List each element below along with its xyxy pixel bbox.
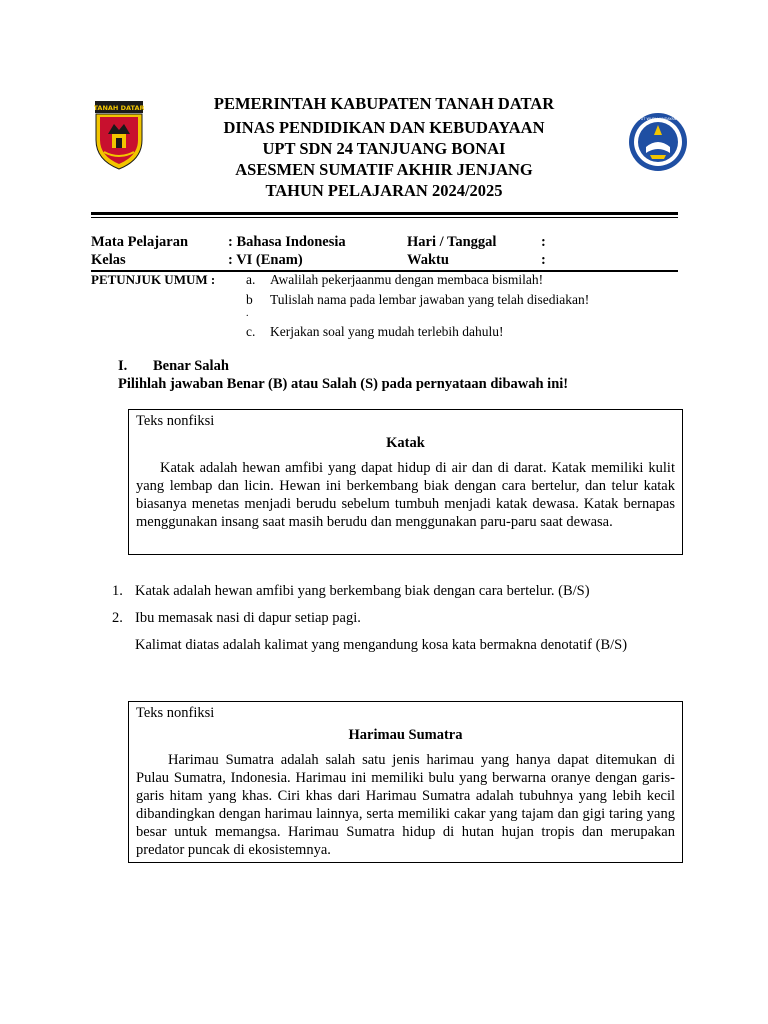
waktu-label: Waktu	[407, 252, 449, 268]
text-box-katak	[128, 409, 683, 555]
petunjuk-marker: a.	[246, 272, 256, 287]
petunjuk-item: Tulislah nama pada lembar jawaban yang telah disediakan!	[270, 292, 590, 307]
question-follow-text: Kalimat diatas adalah kalimat yang mengandung kosa kata bermakna denotatif (B/S)	[135, 637, 628, 653]
header-line-3: UPT SDN 24 TANJUANG BONAI	[262, 139, 506, 158]
question-number: 1.	[112, 583, 123, 599]
hari-label: Hari / Tanggal	[407, 234, 497, 250]
petunjuk-marker: c.	[246, 324, 256, 339]
hari-value: :	[541, 234, 546, 250]
logo-text: TANAH DATAR	[94, 104, 144, 112]
header-divider-thin	[91, 217, 678, 218]
petunjuk-item: Awalilah pekerjaanmu dengan membaca bismilah!	[270, 272, 544, 287]
header-divider	[91, 212, 678, 215]
section-number: I.	[118, 358, 128, 374]
petunjuk-label: PETUNJUK UMUM :	[91, 272, 216, 287]
waktu-value: :	[541, 252, 546, 268]
header-line-4: ASESMEN SUMATIF AKHIR JENJANG	[235, 160, 533, 179]
petunjuk-item: Kerjakan soal yang mudah terlebih dahulu!	[270, 324, 504, 339]
petunjuk-marker: b	[246, 292, 253, 307]
logo-text: TUT WURI HANDAYANI	[638, 117, 678, 121]
text-body: Harimau Sumatra adalah salah satu jenis harimau yang hanya dapat ditemukan di Pulau Sumatra, Indonesia. Harimau ini memiliki bulu yang berwarna oranye dengan garis-garis hitam yang khas. Ciri khas dari Harimau Sumatra adalah tubuhnya yang lebih kecil dibandingkan dengan harimau lainnya, serta memiliki cakar yang tajam dan gigi taring yang besar untuk memangsa. Harimau Sumatra hidup di hutan hujan tropis dan merupakan predator puncak di ekosistemnya.	[136, 752, 675, 858]
question-text: Ibu memasak nasi di dapur setiap pagi.	[135, 610, 361, 626]
text-box-harimau	[128, 701, 683, 863]
text-genre-label: Teks nonfiksi	[136, 413, 215, 429]
kelas-label: Kelas	[91, 252, 126, 268]
mapel-label: Mata Pelajaran	[91, 234, 189, 250]
header-line-2: DINAS PENDIDIKAN DAN KEBUDAYAAN	[223, 118, 545, 137]
question-text: Katak adalah hewan amfibi yang berkembang biak dengan cara bertelur. (B/S)	[135, 583, 590, 599]
section-instruction: Pilihlah jawaban Benar (B) atau Salah (S) pada pernyataan dibawah ini!	[118, 376, 569, 392]
question-number: 2.	[112, 610, 123, 626]
mapel-value: : Bahasa Indonesia	[228, 234, 346, 250]
section-title: Benar Salah	[153, 358, 229, 374]
header-line-5: TAHUN PELAJARAN 2024/2025	[265, 181, 503, 200]
text-body: Katak adalah hewan amfibi yang dapat hidup di air dan di darat. Katak memiliki kulit yang lembap dan licin. Hewan ini berkembang biak dengan cara bertelur, dan telur katak biasanya menetas menjadi berudu sebelum tumbuh menjadi katak dewasa. Katak bernapas menggunakan insang saat masih berudu dan menggunakan paru-paru saat dewasa.	[136, 460, 675, 530]
text-title: Katak	[386, 435, 425, 451]
kelas-value: : VI (Enam)	[228, 252, 303, 268]
text-genre-label: Teks nonfiksi	[136, 705, 215, 721]
petunjuk-marker: .	[246, 308, 249, 319]
text-title: Harimau Sumatra	[348, 727, 463, 743]
header-line-1: PEMERINTAH KABUPATEN TANAH DATAR	[213, 94, 555, 113]
